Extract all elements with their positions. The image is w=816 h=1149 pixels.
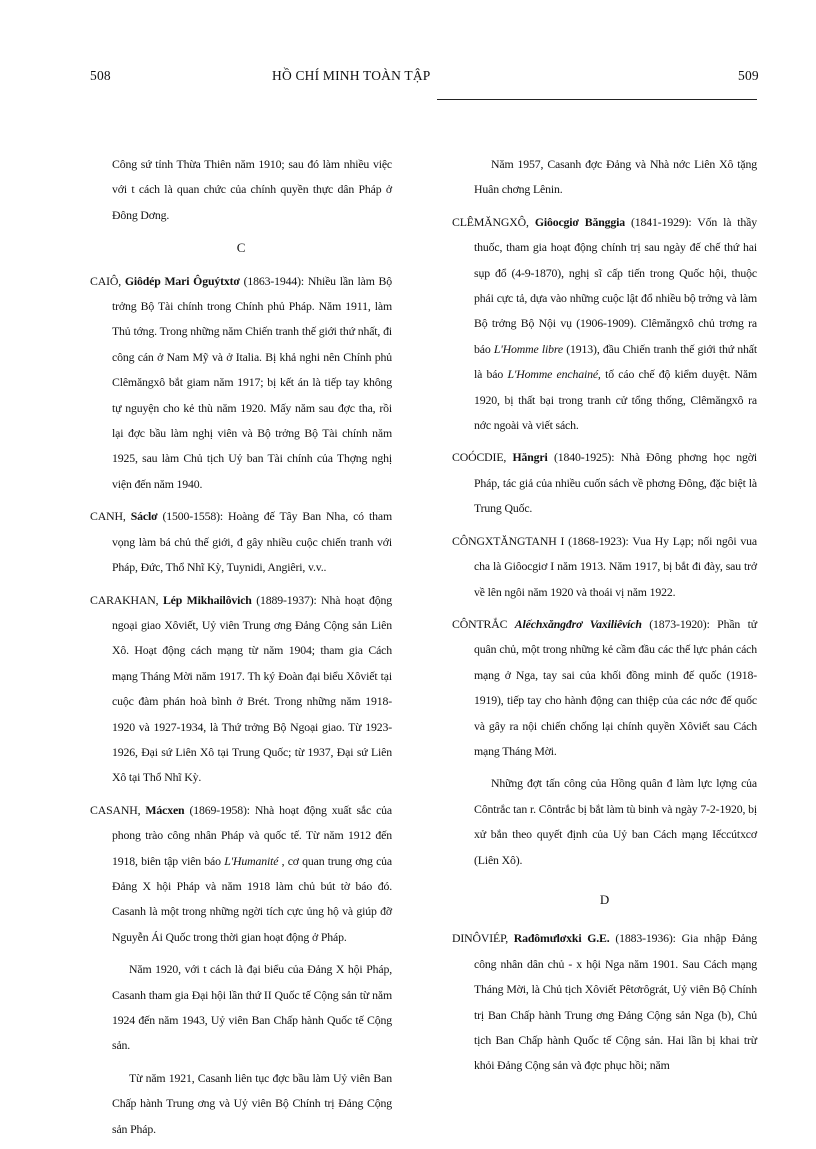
entry-text: (1889-1937): Nhà hoạt động ngoại giao Xôviết, Uỷ viên Trung ơng Đảng Cộng sản Liên Xô. Hoạt động cách mạng từ năm 1904; tham gia Cách mạng Tháng Mời năm 1917. Th ký Đoàn đại biểu Xôviết tại cuộc đàm phán hoà bình ở Brét. Trong những năm 1918-1920 và 1927-1934, là Thứ trởng Bộ Ngoại giao. Từ 1923-1926, Đại sứ Liên Xô tại Trung Quốc; từ 1937, Đại sứ Liên Xô tại Thổ Nhĩ Kỳ.: [112, 592, 392, 785]
header-rule: [437, 99, 757, 100]
paragraph: Những đợt tấn công của Hồng quân đ làm lực lợng của Côntrắc tan r. Côntrắc bị bắt làm tù binh và ngày 7-2-1920, bị xử bắn theo quyết định của Uỷ ban Cách mạng Iếccútxcơ (Liên Xô).: [474, 776, 757, 867]
section-heading-c: C: [236, 240, 246, 256]
paragraph: Năm 1920, với t cách là đại biểu của Đảng X hội Pháp, Casanh tham gia Đại hội lần thứ II Quốc tế Cộng sản từ năm 1924 đến năm 1943, Uỷ viên Ban Chấp hành Quốc tế Cộng sản.: [112, 962, 392, 1053]
entry-text: tố cáo chế độ kiểm duyệt. Năm 1920, bị thất bại trong tranh cử tổng thống, Clêmăngxô ra nớc ngoài và viết sách.: [474, 367, 757, 433]
left-column: [90, 152, 392, 1149]
entry-dinoviep: [452, 926, 757, 1078]
entry-name: COÓCDIE,: [452, 450, 507, 465]
entry-text: (1883-1936): Gia nhập Đảng công nhân dân chủ - x hội Nga năm 1901. Sau Cách mạng Tháng Mời, là Chủ tịch Xôviết Pêtơrôgrát, Uỷ viên Bộ Chính trị Ban Chấp hành Trung ơng Đảng Cộng sản Nga (b), Chủ tịch Ban Chấp hành Quốc tế Cộng sản. Hai lần bị khai trừ khỏi Đảng Cộng sản và đợc phục hồi; năm: [474, 931, 757, 1073]
paragraph: Từ năm 1921, Casanh liên tục đợc bầu làm Uỷ viên Ban Chấp hành Trung ơng và Uỷ viên Bộ Chính trị Đảng Cộng sản Pháp.: [112, 1070, 392, 1136]
entry-carakhan: [90, 588, 392, 791]
section-heading-d: D: [599, 891, 610, 907]
entry-text: (1841-1929): Vốn là thầy thuốc, tham gia hoạt động chính trị sau ngày đế chế thứ hai sụp đổ (4-9-1870), nghị sĩ cấp tiến trong Quốc hội, thuộc phái cực tả, dựa vào những cuộc lật đổ nhiều bộ trởng và làm Bộ trởng Bộ Nội vụ (1906-1909). Clêmăngxô chủ trơng ra báo: [474, 214, 757, 356]
right-column: [452, 152, 757, 1086]
entry-congxtangtanh: [452, 529, 757, 605]
right-page-number: 509: [738, 68, 759, 83]
entry-name: CANH,: [90, 509, 126, 524]
entry-text: (1840-1925): Nhà Đông phơng học ngời Pháp, tác giả của nhiều cuốn sách về phơng Đông, đặc biệt là Trung Quốc.: [474, 450, 757, 516]
entry-alias: Lép Mikhailôvich: [162, 592, 252, 607]
entry-canh: [90, 504, 392, 580]
entry-text: (1913), đầu Chiến tranh thế giới thứ nhất là báo: [474, 341, 757, 382]
entry-alias: Rađômưlơxki G.E.: [513, 931, 610, 946]
entry-name: CÔNGXTĂNGTANH I: [452, 533, 565, 548]
entry-name: CASANH,: [90, 802, 141, 817]
entry-name: CARAKHAN,: [90, 592, 159, 607]
entry-name: CLÊMĂNGXÔ,: [452, 214, 529, 229]
entry-name: CAIÔ,: [90, 273, 122, 288]
entry-casanh: [90, 798, 392, 950]
entry-text: , cơ quan trung ơng của Đảng X hội Pháp và năm 1918 làm chủ bút tờ báo đó. Casanh là một trong những ngời tích cực ủng hộ và giúp đỡ Nguyễn Ái Quốc trong thời gian hoạt động ở Pháp.: [112, 853, 392, 944]
entry-text: (1863-1944): Nhiều lần làm Bộ trởng Bộ Tài chính trong Chính phủ Pháp. Năm 1911, làm Thủ tớng. Trong những năm Chiến tranh thế giới thứ nhất, đi công cán ở Nam Mỹ và ở Italia. Bị khả nghi nên Chính phủ Clêmăngxô bắt giam năm 1917; bị kết án là tiếp tay không tự nguyện cho kẻ thù năm 1920. Mấy năm sau đợc tha, rồi lại đợc bầu làm nghị viên và Bộ trởng Bộ Tài chính năm 1925, sau làm Chủ tịch Uỷ ban Tài chính của Thợng nghị viện đến năm 1940.: [112, 273, 392, 491]
intro-paragraph: Năm 1957, Casanh đợc Đảng và Nhà nớc Liên Xô tặng Huân chơng Lênin.: [474, 157, 757, 197]
intro-paragraph: Công sứ tỉnh Thừa Thiên năm 1910; sau đó làm nhiều việc với t cách là quan chức của chính quyền thực dân Pháp ở Đông Dơng.: [112, 157, 392, 222]
entry-alias: Hăngri: [512, 450, 548, 465]
newspaper-title: L'Humanité: [224, 853, 279, 868]
entry-alias: Sáclơ: [130, 509, 158, 524]
entry-alias: Mácxen: [145, 802, 185, 817]
entry-text: (1500-1558): Hoàng đế Tây Ban Nha, có tham vọng làm bá chủ thế giới, đ gây nhiều cuộc chiến tranh với Pháp, Đức, Thổ Nhĩ Kỳ, Tuynidi, Angiêri, v.v..: [112, 509, 392, 575]
entry-alias: Giôdép Mari Ôguýtxtơ: [124, 273, 240, 288]
newspaper-title: L'Homme enchainé,: [507, 367, 601, 382]
entry-alias: Alếchxăngđrơ Vaxiliêvích: [514, 616, 642, 631]
running-title: HỒ CHÍ MINH TOÀN TẬP: [272, 68, 431, 83]
entry-clemangxo: [452, 210, 757, 439]
entry-caio: [90, 269, 392, 498]
entry-contrac: [452, 612, 757, 764]
entry-alias: Giôocgiơ Bănggia: [534, 214, 626, 229]
entry-name: DINÔVIÉP,: [452, 931, 508, 946]
entry-text: (1873-1920): Phần tử quân chủ, một trong những kẻ cầm đầu các thế lực phản cách mạng ở Nga, tay sai của khối đồng minh đế quốc (1918-1919), tiếp tay cho hành động can thiệp của các nớc đế quốc và gây ra nội chiến chống lại chính quyền Xôviết sau Cách mạng Tháng Mời.: [474, 616, 757, 758]
newspaper-title: L'Homme libre: [493, 341, 563, 356]
entry-text: (1869-1958): Nhà hoạt động xuất sắc của phong trào công nhân Pháp và quốc tế. Từ năm 1912 đến 1918, biên tập viên báo: [112, 802, 392, 868]
entry-name: CÔNTRẮC: [452, 616, 508, 631]
left-page-number: 508: [90, 68, 111, 83]
entry-coocdie: [452, 445, 757, 521]
entry-text: (1868-1923): Vua Hy Lạp; nối ngôi vua cha là Giôocgiơ I năm 1913. Năm 1917, bị bắt đi đày, sau trở về lên ngôi năm 1920 và thoái vị năm 1922.: [474, 533, 757, 599]
